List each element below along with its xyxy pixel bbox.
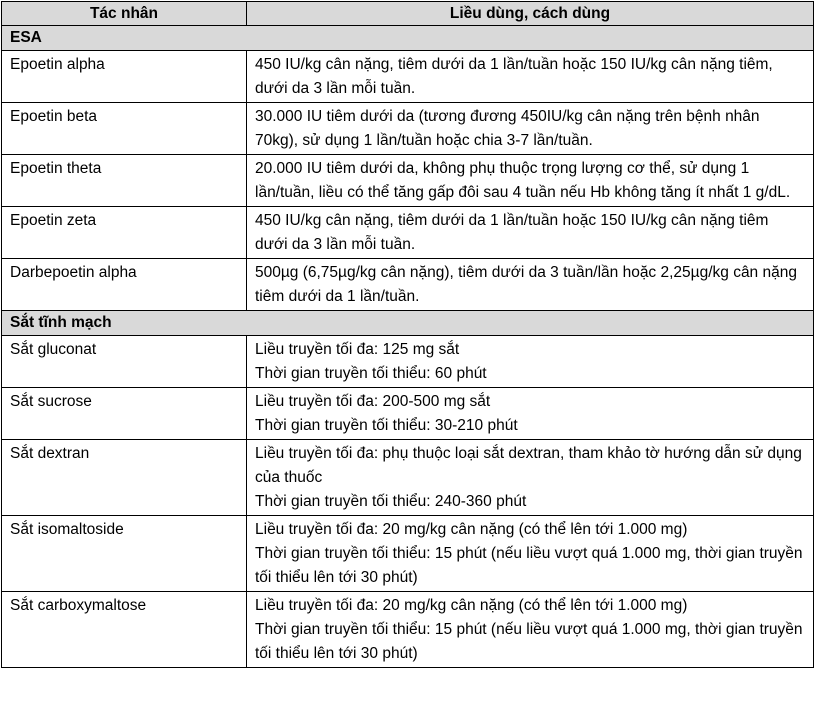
agent-cell: Darbepoetin alpha xyxy=(2,259,247,311)
dosage-cell xyxy=(247,516,814,592)
dosage-line: 450 IU/kg cân nặng, tiêm dưới da 1 lần/tuần hoặc 150 IU/kg cân nặng tiêm dưới da 3 lần mỗi tuần. xyxy=(255,212,769,253)
dosage-line: Liều truyền tối đa: 20 mg/kg cân nặng (có thể lên tới 1.000 mg) xyxy=(255,597,688,614)
column-header-dosage: Liều dùng, cách dùng xyxy=(247,2,814,26)
agent-cell: Sắt dextran xyxy=(2,440,247,516)
table-row xyxy=(2,207,814,259)
table-row xyxy=(2,103,814,155)
agent-cell: Epoetin theta xyxy=(2,155,247,207)
table-row xyxy=(2,388,814,440)
section-row-iv-iron xyxy=(2,311,814,336)
section-title: Sắt tĩnh mạch xyxy=(2,311,814,336)
dosage-line: 450 IU/kg cân nặng, tiêm dưới da 1 lần/tuần hoặc 150 IU/kg cân nặng tiêm, dưới da 3 lần mỗi tuần. xyxy=(255,56,773,97)
dosage-line: 500µg (6,75µg/kg cân nặng), tiêm dưới da 3 tuần/lần hoặc 2,25µg/kg cân nặng tiêm dưới da 1 lần/tuần. xyxy=(255,264,797,305)
dosage-cell xyxy=(247,440,814,516)
dosage-cell xyxy=(247,51,814,103)
agent-cell: Sắt carboxymaltose xyxy=(2,592,247,668)
section-row-esa xyxy=(2,26,814,51)
dosage-table xyxy=(1,1,814,668)
dosage-cell xyxy=(247,155,814,207)
section-title: ESA xyxy=(2,26,814,51)
table-row xyxy=(2,440,814,516)
dosage-line: Thời gian truyền tối thiểu: 30-210 phút xyxy=(255,417,518,434)
agent-cell: Epoetin beta xyxy=(2,103,247,155)
dosage-line: 20.000 IU tiêm dưới da, không phụ thuộc trọng lượng cơ thể, sử dụng 1 lần/tuần, liều có thể tăng gấp đôi sau 4 tuần nếu Hb không tăng ít nhất 1 g/dL. xyxy=(255,160,791,201)
dosage-line: Thời gian truyền tối thiểu: 15 phút (nếu liều vượt quá 1.000 mg, thời gian truyền tối thiểu lên tới 30 phút) xyxy=(255,545,803,586)
dosage-line: 30.000 IU tiêm dưới da (tương đương 450IU/kg cân nặng trên bệnh nhân 70kg), sử dụng 1 lần/tuần hoặc chia 3-7 lần/tuần. xyxy=(255,108,760,149)
dosage-line: Liều truyền tối đa: 20 mg/kg cân nặng (có thể lên tới 1.000 mg) xyxy=(255,521,688,538)
dosage-line: Liều truyền tối đa: 125 mg sắt xyxy=(255,341,460,358)
agent-cell: Sắt isomaltoside xyxy=(2,516,247,592)
agent-cell: Sắt gluconat xyxy=(2,336,247,388)
table-row xyxy=(2,336,814,388)
dosage-line: Thời gian truyền tối thiểu: 15 phút (nếu liều vượt quá 1.000 mg, thời gian truyền tối thiểu lên tới 30 phút) xyxy=(255,621,803,662)
dosage-cell xyxy=(247,336,814,388)
agent-cell: Sắt sucrose xyxy=(2,388,247,440)
dosage-line: Liều truyền tối đa: phụ thuộc loại sắt dextran, tham khảo tờ hướng dẫn sử dụng của thuốc xyxy=(255,445,802,486)
table-header-row xyxy=(2,2,814,26)
table-row xyxy=(2,155,814,207)
dosage-cell xyxy=(247,592,814,668)
dosage-cell xyxy=(247,259,814,311)
table-row xyxy=(2,516,814,592)
dosage-cell xyxy=(247,103,814,155)
table-row xyxy=(2,592,814,668)
dosage-cell xyxy=(247,207,814,259)
dosage-line: Thời gian truyền tối thiểu: 240-360 phút xyxy=(255,493,527,510)
dosage-line: Thời gian truyền tối thiểu: 60 phút xyxy=(255,365,487,382)
table-row xyxy=(2,259,814,311)
table-row xyxy=(2,51,814,103)
dosage-cell xyxy=(247,388,814,440)
agent-cell: Epoetin zeta xyxy=(2,207,247,259)
column-header-agent: Tác nhân xyxy=(2,2,247,26)
agent-cell: Epoetin alpha xyxy=(2,51,247,103)
dosage-line: Liều truyền tối đa: 200-500 mg sắt xyxy=(255,393,491,410)
